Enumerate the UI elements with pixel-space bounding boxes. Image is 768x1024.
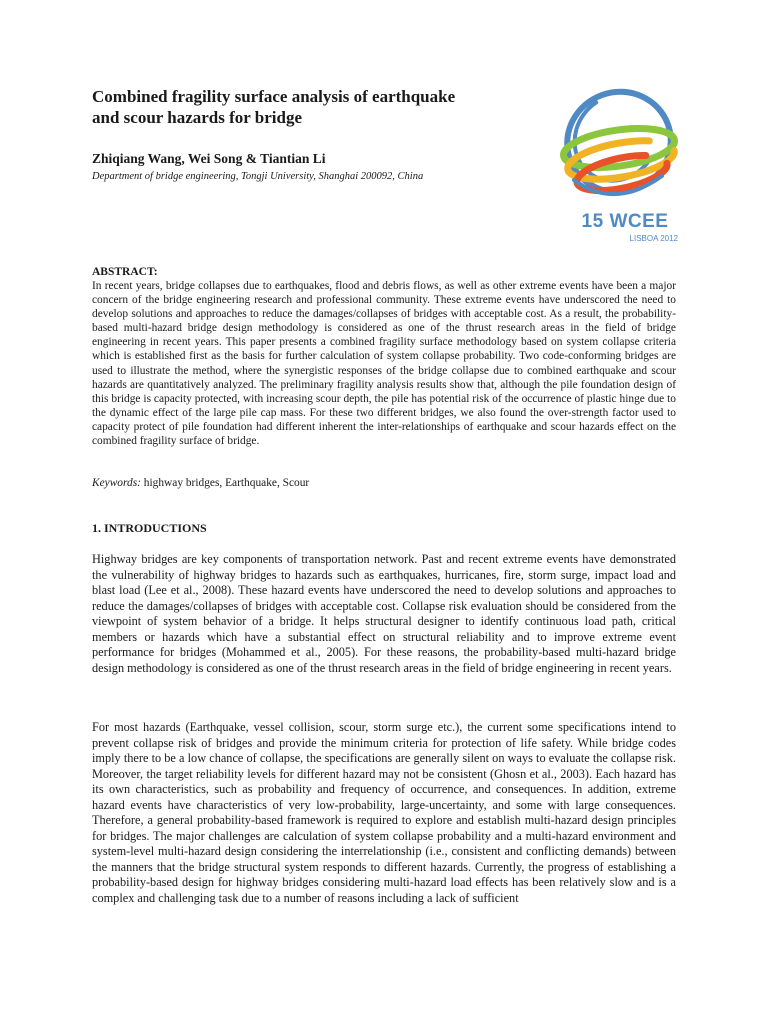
section-heading-introductions: 1. INTRODUCTIONS	[92, 521, 207, 535]
logo-subtitle: LISBOA 2012	[629, 234, 678, 243]
paper-authors: Zhiqiang Wang, Wei Song & Tiantian Li	[92, 151, 326, 166]
intro-paragraph-1: Highway bridges are key components of transportation network. Past and recent extreme events have demonstrated the vulnerability of highway bridges to hazards such as earthquakes, hurricanes, fire, storm surge, impact load and blast load (Lee et al., 2008). These hazard events have underscored the need to develop solutions and approaches to reduce the damages/collapses of bridges with acceptable cost. Collapse risk evaluation should be considered from the viewpoint of system behavior of a bridge. It helps structural designer to identify continuous load path, critical members or hazards which have a substantial effect on structural reliability and to improve extreme event performance for bridges (Mohammed et al., 2005). For these reasons, the probability-based multi-hazard bridge design methodology is considered as one of the thrust research areas in the field of bridge engineering in recent years.	[92, 552, 676, 675]
intro-paragraph-2: For most hazards (Earthquake, vessel collision, scour, storm surge etc.), the current some specifications intend to prevent collapse risk of bridges and provide the minimum criteria for protection of life safety. While bridge codes imply there to be a low chance of collapse, the specifications are generally silent on ways to evaluate the collapse risk. Moreover, the target reliability levels for different hazard may not be consistent (Ghosn et al., 2003). Each hazard has its own characteristics, such as probability and frequency of occurrence, and consequences. In addition, extreme hazard events have characteristics of very low-probability, large-uncertainty, and some with large consequences. Therefore, a general probability-based framework is required to explore and establish multi-hazard design principles for bridges. The major challenges are calculation of system collapse probability and a multi-hazard environment and system-level multi-hazard design considering the interrelationship (i.e., consistent and conflicting demands) between the manners that the bridge structural system responds to different hazards. Currently, the progress of establishing a probability-based design for highway bridges considering multi-hazard load effects has been relatively slow and is a complex and challenging task due to a number of reasons including a lack of sufficient	[92, 720, 676, 905]
paper-title-line1: Combined fragility surface analysis of earthquake	[92, 87, 456, 106]
abstract-heading: ABSTRACT:	[92, 266, 158, 278]
paper-affiliation: Department of bridge engineering, Tongji University, Shanghai 200092, China	[92, 171, 424, 182]
logo-wordmark: 15 WCEE	[581, 211, 669, 232]
paper-title-line2: and scour hazards for bridge	[92, 108, 303, 127]
keywords-line	[92, 477, 309, 489]
abstract-text: In recent years, bridge collapses due to earthquakes, flood and debris flows, as well as other extreme events have been a major concern of the bridge engineering research and professional community. These extreme events have underscored the need to develop solutions and approaches to reduce the damages/collapses of bridges with acceptable cost. As a result, the probability-based multi-hazard bridge design methodology is considered as one of the thrust research areas in the field of bridge engineering in recent years. This paper presents a combined fragility surface methodology based on system collapse criteria which is established first as the basis for further calculation of system collapse probability. Two code-conforming bridges are used to illustrate the method, where the synergistic responses of the bridge collapse due to combined earthquake and scour hazards are quantitatively analyzed. The preliminary fragility analysis results show that, although the pile foundation design of this bridge is capacity protected, with increasing scour depth, the pile has potential risk of the occurrence of plastic hinge due to the dynamic effect of the large pile cap mass. For these two different bridges, we also found the over-strength factor used to capacity protect of pile foundation had different inherent the inter-relationships of earthquake and scour hazards effect on the combined fragility surface of bridge.	[92, 280, 676, 448]
keywords-label: Keywords:	[92, 477, 141, 489]
paper-title	[92, 86, 512, 128]
keywords-text: highway bridges, Earthquake, Scour	[140, 477, 310, 489]
